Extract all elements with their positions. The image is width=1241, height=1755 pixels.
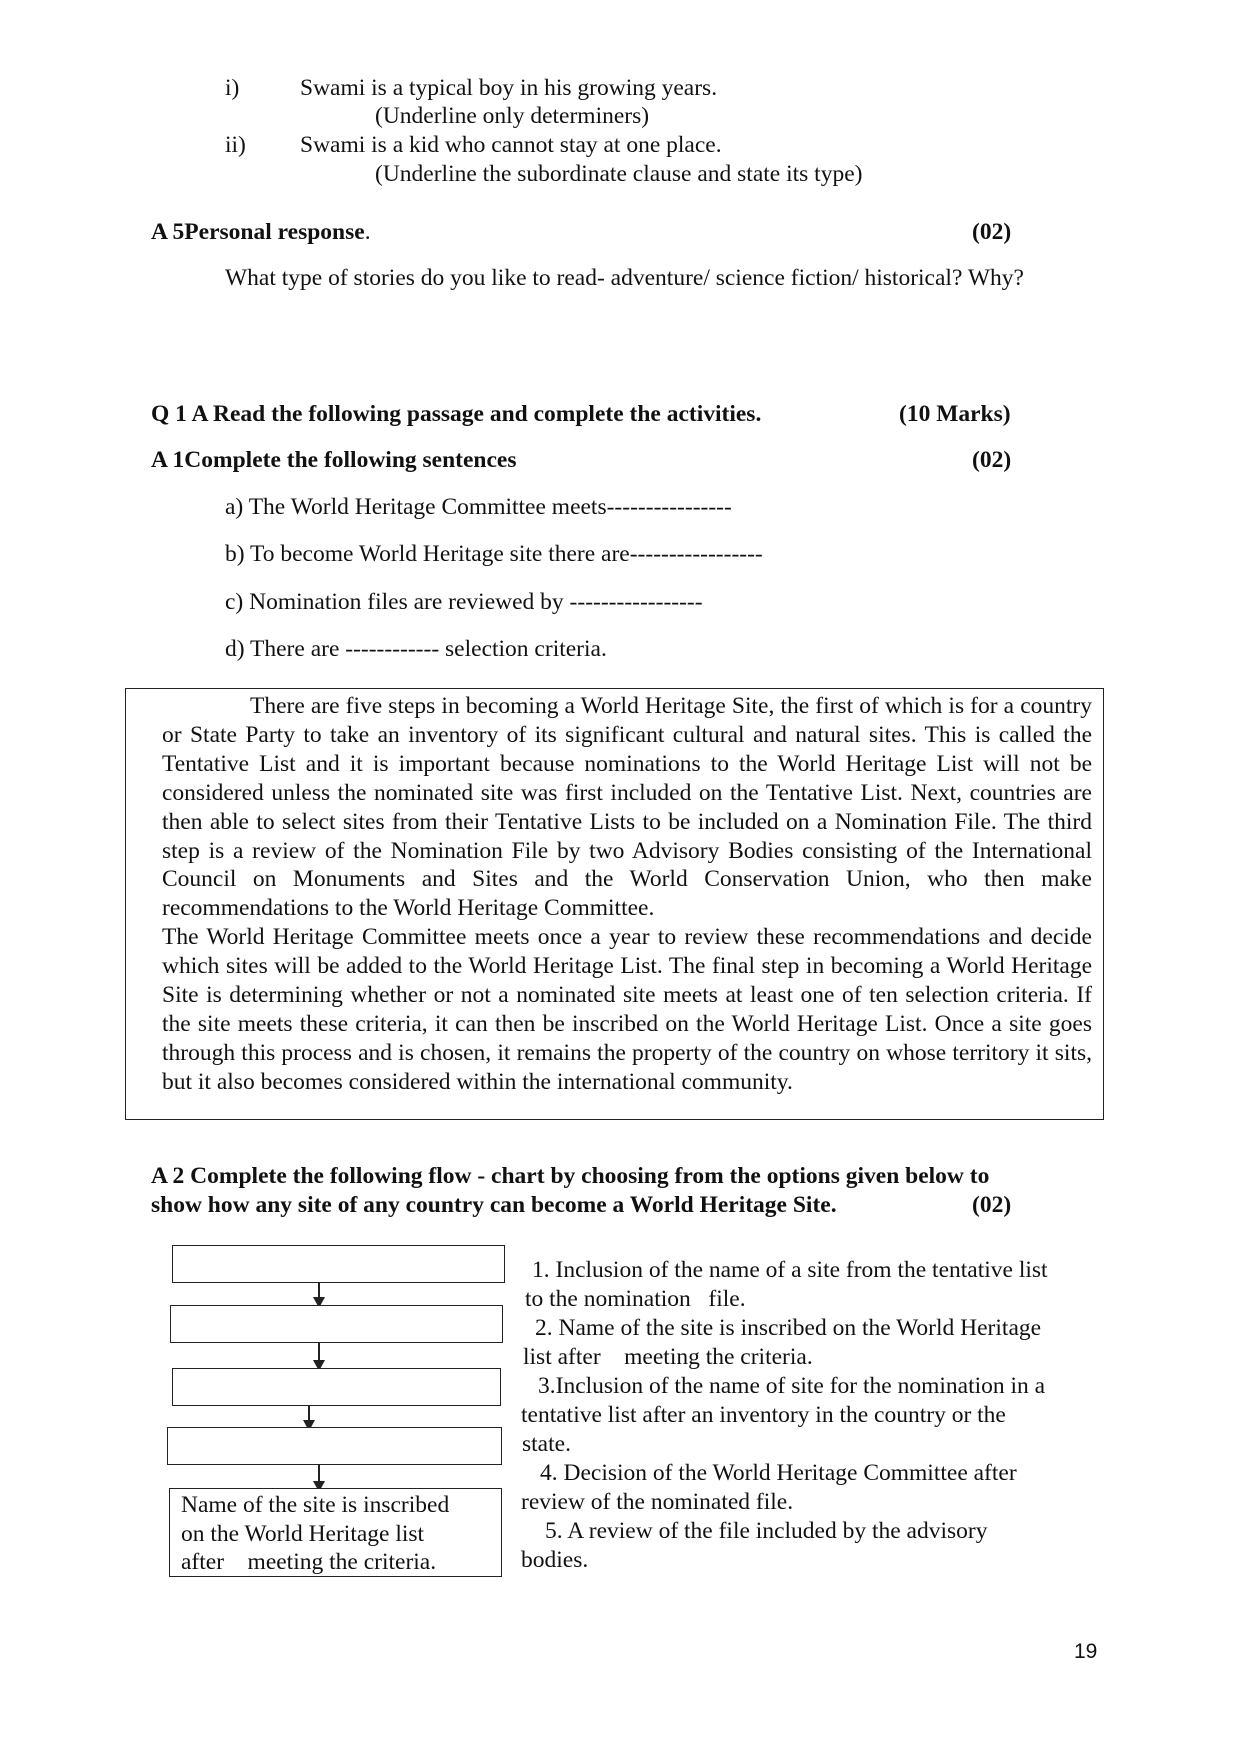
- a4-item-1-instruction: (Underline only determiners): [375, 103, 650, 129]
- a4-item-1-sentence: Swami is a typical boy in his growing years.: [300, 75, 718, 101]
- a4-item-2-number: ii): [225, 132, 246, 158]
- a5-period: .: [364, 219, 371, 245]
- passage-paragraph-1: There are five steps in becoming a World Heritage Site, the first of which is for a country or State Party to take an inventory of its significant cultural and natural sites. This is called the Tentative List and it is important because nominations to the World Heritage List will not be considered unless the nominated site was first included on the Tentative List. Next, countries are then able to select sites from their Tentative Lists to be included on a Nomination File. The third step is a review of the Nomination File by two Advisory Bodies consisting of the International Council on Monuments and Sites and the World Conservation Union, who then make recommendations to the World Heritage Committee.: [162, 693, 1092, 922]
- a5-heading: [151, 219, 371, 246]
- a2-option-4-line-1: 4. Decision of the World Heritage Committee after: [540, 1460, 1017, 1486]
- flowchart-arrow-3: [308, 1406, 310, 1427]
- a2-option-2-line-1: 2. Name of the site is inscribed on the World Heritage: [535, 1315, 1042, 1341]
- a1-sentence-b: b) To become World Heritage site there are-----------------: [225, 541, 763, 567]
- flowchart-final-box-line-3: after meeting the criteria.: [181, 1549, 437, 1575]
- q1-marks: (10 Marks): [899, 401, 1011, 427]
- passage-paragraph-2: The World Heritage Committee meets once a year to review these recommendations and decide which sites will be added to the World Heritage List. The final step in becoming a World Heritage Site is determining whether or not a nominated site meets at least one of ten selection criteria. If the site meets these criteria, it can then be inscribed on the World Heritage List. Once a site goes through this process and is chosen, it remains the property of the country on whose territory it sits, but it also becomes considered within the international community.: [162, 924, 1092, 1095]
- a2-option-2-line-2: list after meeting the criteria.: [523, 1344, 813, 1370]
- a1-sentence-d: d) There are ------------ selection criteria.: [225, 636, 607, 662]
- a2-heading-line-1: A 2 Complete the following flow - chart by choosing from the options given below to: [151, 1163, 990, 1189]
- a1-heading: A 1Complete the following sentences: [151, 447, 517, 473]
- q1-heading: Q 1 A Read the following passage and complete the activities.: [151, 401, 762, 427]
- flowchart-arrow-1: [318, 1283, 320, 1304]
- a2-option-5-line-2: bodies.: [521, 1547, 589, 1573]
- a5-marks: (02): [972, 219, 1012, 245]
- flowchart-blank-box-1[interactable]: [172, 1245, 505, 1283]
- a5-question: What type of stories do you like to read- adventure/ science fiction/ historical? Why?: [225, 265, 1024, 291]
- flowchart-blank-box-2[interactable]: [170, 1305, 503, 1343]
- a1-sentence-c: c) Nomination files are reviewed by -----------------: [225, 589, 703, 615]
- a2-option-3-line-2: tentative list after an inventory in the country or the: [521, 1402, 1006, 1428]
- flowchart-arrow-4: [318, 1465, 320, 1488]
- a2-marks: (02): [972, 1192, 1012, 1218]
- a5-label: A 5Personal response: [151, 219, 365, 245]
- a2-heading-line-2: show how any site of any country can become a World Heritage Site.: [151, 1192, 837, 1218]
- flowchart-final-box-line-2: on the World Heritage list: [181, 1520, 425, 1547]
- flowchart-final-box: [169, 1488, 502, 1577]
- flowchart-blank-box-4[interactable]: [167, 1427, 502, 1465]
- a2-option-1-line-2: to the nomination file.: [525, 1286, 746, 1312]
- a4-item-1-number: i): [225, 75, 240, 101]
- flowchart-blank-box-3[interactable]: [172, 1368, 501, 1406]
- flowchart-final-box-line-1: Name of the site is inscribed: [181, 1492, 450, 1518]
- a4-item-2-sentence: Swami is a kid who cannot stay at one place.: [300, 132, 722, 158]
- a2-option-1-line-1: 1. Inclusion of the name of a site from the tentative list: [532, 1257, 1048, 1283]
- a4-item-2-instruction: (Underline the subordinate clause and state its type): [375, 161, 863, 187]
- a2-option-3-line-1: 3.Inclusion of the name of site for the nomination in a: [538, 1373, 1046, 1399]
- a2-options: [521, 1256, 1106, 1575]
- a2-option-5-line-1: 5. A review of the file included by the advisory: [545, 1518, 988, 1544]
- passage-box: [125, 688, 1104, 1120]
- a2-option-3-line-3: state.: [522, 1431, 571, 1457]
- a1-marks: (02): [972, 447, 1012, 473]
- a2-option-4-line-2: review of the nominated file.: [521, 1489, 794, 1515]
- a1-sentence-a: a) The World Heritage Committee meets----------------: [225, 494, 732, 520]
- flowchart-arrow-2: [318, 1343, 320, 1367]
- page-number: 19: [1074, 1640, 1098, 1663]
